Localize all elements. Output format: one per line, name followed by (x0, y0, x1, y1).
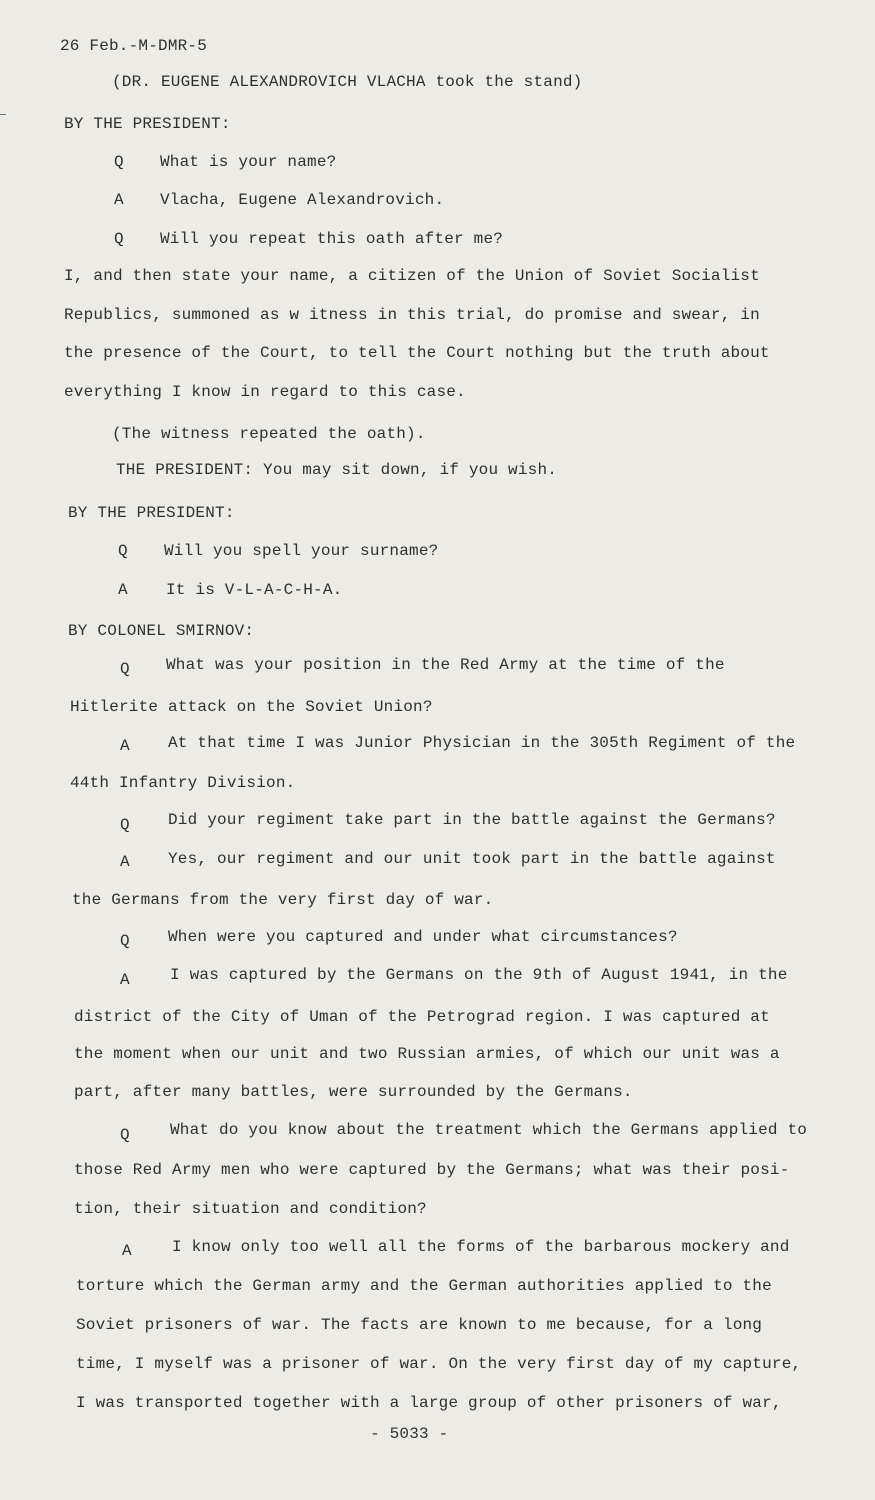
question-text: those Red Army men who were captured by the Germans; what was their posi- (74, 1161, 790, 1179)
president-statement: THE PRESIDENT: You may sit down, if you wish. (116, 461, 558, 479)
answer-text: torture which the German army and the German authorities applied to the (76, 1277, 772, 1295)
answer-text: 44th Infantry Division. (70, 774, 296, 792)
document-reference: 26 Feb.-M-DMR-5 (60, 37, 208, 55)
answer-text: time, I myself was a prisoner of war. On the very first day of my capture, (76, 1355, 802, 1373)
answer-text: I know only too well all the forms of the barbarous mockery and (172, 1238, 790, 1256)
answer-label: A (122, 1242, 132, 1260)
answer-text: the moment when our unit and two Russian armies, of which our unit was a (74, 1045, 780, 1063)
speaker-heading: BY THE PRESIDENT: (64, 115, 231, 133)
speaker-heading: BY COLONEL SMIRNOV: (68, 622, 255, 640)
question-label: Q (114, 153, 124, 171)
page-number: - 5033 - (370, 1425, 449, 1443)
stage-direction: (DR. EUGENE ALEXANDROVICH VLACHA took the stand) (112, 73, 583, 91)
question-label: Q (120, 1126, 130, 1144)
question-label: Q (120, 816, 130, 834)
margin-mark (0, 114, 6, 115)
stage-direction: (The witness repeated the oath). (112, 425, 426, 443)
answer-text: I was transported together with a large group of other prisoners of war, (76, 1394, 782, 1412)
oath-line: Republics, summoned as w itness in this trial, do promise and swear, in (64, 306, 760, 324)
answer-label: A (118, 581, 128, 599)
question-label: Q (118, 542, 128, 560)
question-label: Q (114, 230, 124, 248)
oath-line: I, and then state your name, a citizen of the Union of Soviet Socialist (64, 267, 760, 285)
question-text: What is your name? (160, 153, 337, 171)
question-text: Will you spell your surname? (164, 542, 439, 560)
answer-label: A (120, 737, 130, 755)
question-text: tion, their situation and condition? (74, 1200, 427, 1218)
question-text: Did your regiment take part in the battle against the Germans? (168, 811, 776, 829)
question-text: What do you know about the treatment which the Germans applied to (170, 1121, 808, 1139)
answer-text: the Germans from the very first day of war. (72, 891, 494, 909)
question-label: Q (120, 660, 130, 678)
answer-label: A (120, 971, 130, 989)
question-label: Q (120, 932, 130, 950)
question-text: Will you repeat this oath after me? (160, 230, 504, 248)
answer-text: Yes, our regiment and our unit took part in the battle against (168, 850, 776, 868)
question-text: When were you captured and under what circumstances? (168, 928, 678, 946)
answer-label: A (120, 853, 130, 871)
answer-label: A (114, 191, 124, 209)
answer-text: At that time I was Junior Physician in the 305th Regiment of the (168, 734, 796, 752)
answer-text: I was captured by the Germans on the 9th of August 1941, in the (170, 966, 788, 984)
oath-line: everything I know in regard to this case. (64, 383, 466, 401)
answer-text: district of the City of Uman of the Petrograd region. I was captured at (74, 1008, 770, 1026)
question-text: Hitlerite attack on the Soviet Union? (70, 698, 433, 716)
question-text: What was your position in the Red Army at the time of the (166, 656, 725, 674)
speaker-heading: BY THE PRESIDENT: (68, 504, 235, 522)
answer-text: part, after many battles, were surrounded by the Germans. (74, 1083, 633, 1101)
answer-text: Soviet prisoners of war. The facts are known to me because, for a long (76, 1316, 763, 1334)
oath-line: the presence of the Court, to tell the Court nothing but the truth about (64, 344, 770, 362)
answer-text: Vlacha, Eugene Alexandrovich. (160, 191, 445, 209)
answer-text: It is V-L-A-C-H-A. (166, 581, 343, 599)
